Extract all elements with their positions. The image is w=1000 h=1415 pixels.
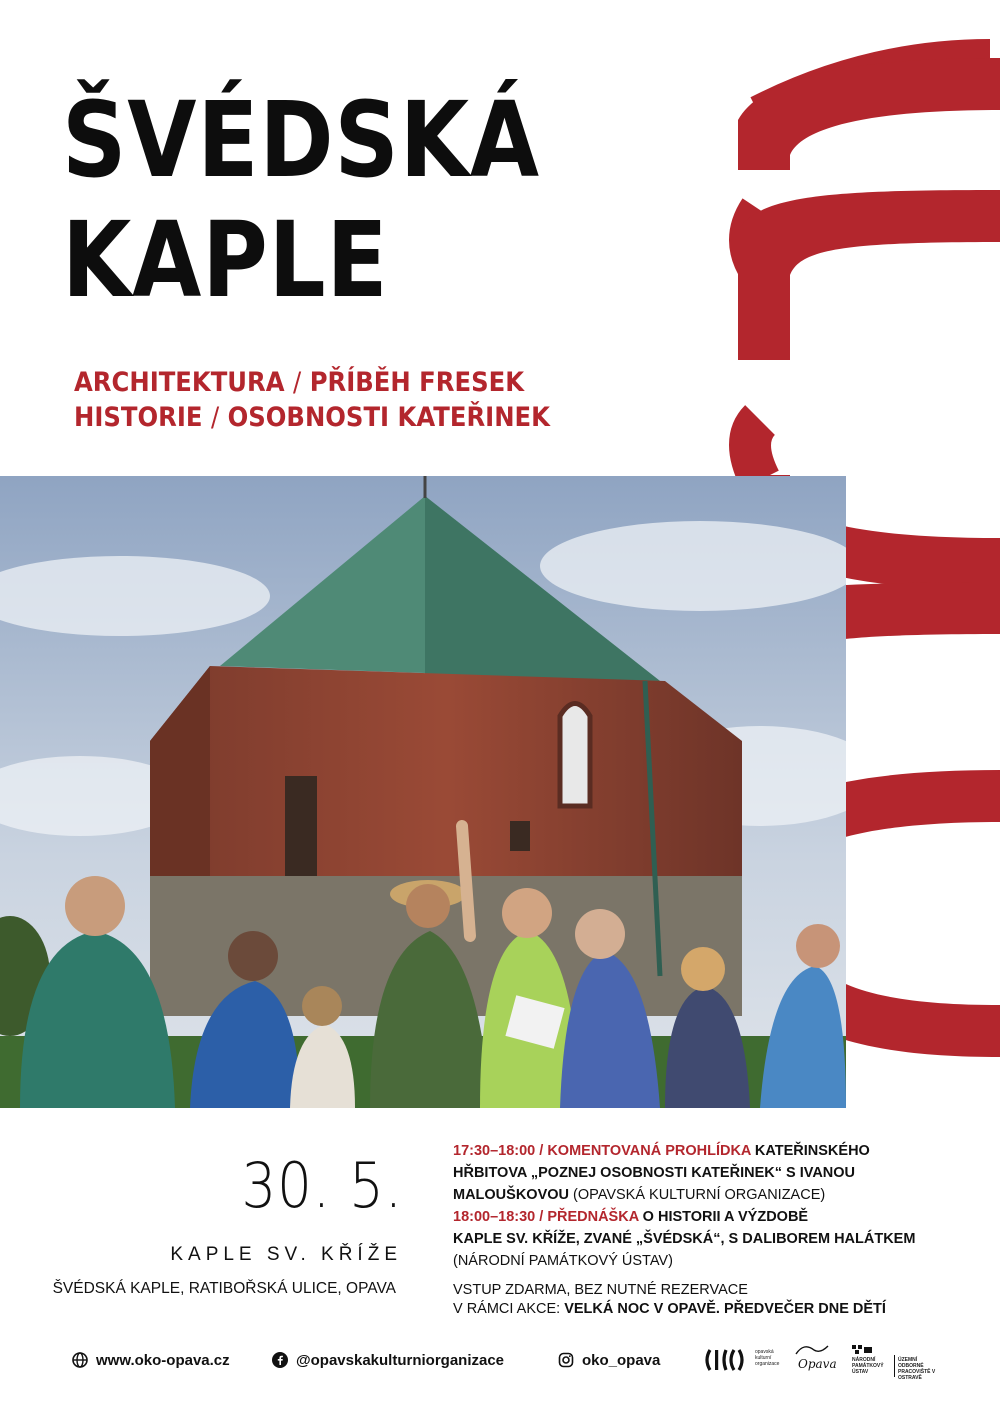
event-address: ŠVÉDSKÁ KAPLE, RATIBOŘSKÁ ULICE, OPAVA: [52, 1280, 396, 1297]
npu-logo-text-left: NÁRODNÍ PAMÁTKOVÝ ÚSTAV: [852, 1357, 884, 1375]
opava-logo-mark: [792, 1340, 832, 1358]
subtitle-architecture: ARCHITEKTURA: [74, 367, 285, 398]
title-line-2: KAPLE: [62, 199, 389, 321]
context-name: VELKÁ NOC V OPAVĚ. PŘEDVEČER DNE DĚTÍ: [564, 1301, 886, 1317]
arc-shape-1: [738, 58, 1000, 170]
context-prefix: V RÁMCI AKCE:: [453, 1301, 565, 1317]
footer-facebook-link[interactable]: [272, 1351, 504, 1371]
title-line-1: ŠVÉDSKÁ: [62, 79, 540, 201]
program-1-line-1: [453, 1140, 870, 1162]
program-1-org: (OPAVSKÁ KULTURNÍ ORGANIZACE): [569, 1187, 826, 1203]
instagram-icon: [558, 1352, 574, 1368]
program-1-text-1: KATEŘINSKÉHO: [750, 1143, 870, 1159]
opava-logo: [790, 1340, 838, 1376]
oko-logo-text: opavská kulturní organizace: [755, 1349, 780, 1367]
program-1-line-2: HŘBITOVA „POZNEJ OSOBNOSTI KATEŘINEK“ S IVANOU: [453, 1165, 856, 1181]
npu-logo: [852, 1345, 942, 1379]
chapel-photo: [0, 476, 846, 1108]
footer-facebook-text: @opavskakulturniorganizace: [296, 1352, 505, 1369]
subtitle-separator: /: [210, 402, 220, 433]
oko-logo: [703, 1346, 785, 1376]
program-1-time: 17:30–18:00 / KOMENTOVANÁ PROHLÍDKA: [453, 1143, 751, 1159]
event-date: 30. 5.: [241, 1149, 403, 1222]
subtitle-line-1: [74, 369, 524, 396]
subtitle-personalities: OSOBNOSTI KATEŘINEK: [227, 402, 550, 433]
program-2-text-1: O HISTORII A VÝZDOBĚ: [638, 1209, 809, 1225]
globe-icon: [72, 1352, 88, 1368]
program-2-line-2: KAPLE SV. KŘÍŽE, ZVANÉ „ŠVÉDSKÁ“, S DALIBOREM HALÁTKEM: [453, 1231, 916, 1247]
subtitle-separator: /: [293, 367, 302, 398]
program-1-line-3: [453, 1184, 825, 1206]
event-venue: KAPLE SV. KŘÍŽE: [170, 1244, 402, 1265]
footer-web-text: www.oko-opava.cz: [96, 1352, 230, 1369]
subtitle-history: HISTORIE: [74, 402, 203, 433]
arc-shape-2: [738, 190, 1000, 360]
footer-instagram-text: oko_opava: [582, 1352, 661, 1369]
footer-web-link[interactable]: [72, 1351, 230, 1371]
footer-instagram-link[interactable]: [558, 1351, 660, 1371]
program-1-text-3: MALOUŠKOVOU: [453, 1187, 569, 1203]
program-2-line-1: [453, 1206, 808, 1228]
arc-left-2: [750, 420, 760, 480]
npu-divider: [894, 1355, 895, 1377]
subtitle-line-2: [74, 404, 550, 431]
program-2-time: 18:00–18:30 / PŘEDNÁŠKA: [453, 1209, 639, 1225]
npu-logo-text-right: ÚZEMNÍ ODBORNÉ PRACOVIŠTĚ V OSTRAVĚ: [898, 1357, 936, 1381]
facebook-icon: [272, 1352, 288, 1368]
oko-logo-mark: [703, 1348, 755, 1372]
opava-logo-text: Opava: [798, 1357, 837, 1371]
subtitle-frescoes: PŘÍBĚH FRESEK: [309, 367, 525, 398]
context-info: [453, 1298, 886, 1320]
npu-logo-mark: [852, 1345, 874, 1355]
entry-info: VSTUP ZDARMA, BEZ NUTNÉ REZERVACE: [453, 1282, 748, 1298]
program-2-org: (NÁRODNÍ PAMÁTKOVÝ ÚSTAV): [453, 1253, 673, 1269]
